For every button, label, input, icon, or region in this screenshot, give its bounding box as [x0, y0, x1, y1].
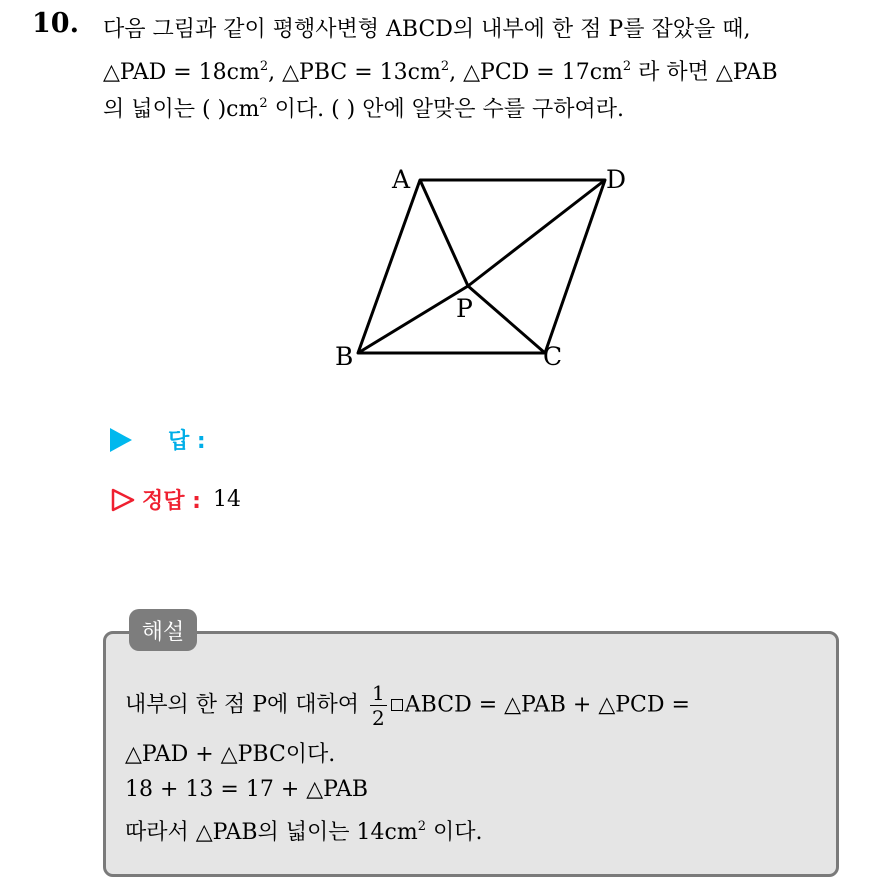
correct-answer-row: [110, 484, 241, 515]
solution-tab: 해설: [129, 609, 197, 651]
label-b: B: [335, 342, 354, 371]
segment-pd: [468, 180, 605, 286]
label-p: P: [456, 294, 473, 323]
solution-line-1: 내부의 한 점 P에 대하여 $\frac{1}{2}$ ABCD = △PAB + △PCD =: [125, 681, 690, 730]
fraction-one-half: $\frac{1}{2}$: [372, 681, 385, 730]
question-text-line-2: △PAD = $18cm^2$, △PBC = $13cm^2$, △PCD = $17cm^2$ 라 하면 △PAB: [103, 59, 778, 85]
segment-pb: [358, 286, 468, 353]
parallelogram-figure: [330, 160, 627, 379]
label-d: D: [606, 165, 627, 194]
label-c: C: [543, 342, 563, 371]
parallelogram-symbol-icon: [391, 699, 403, 711]
segment-pc: [468, 286, 545, 353]
question-number: 10.: [32, 8, 79, 39]
play-triangle-icon: [110, 428, 132, 452]
solution-line-2: △PAD + △PBC이다.: [125, 742, 336, 767]
question-text-line-1: 다음 그림과 같이 평행사변형 ABCD의 내부에 한 점 P를 잡았을 때,: [103, 17, 751, 42]
solution-line-4: 따라서 △PAB의 넓이는 $14cm^2$ 이다.: [125, 819, 483, 845]
correct-answer-label: 정답 :: [142, 489, 201, 514]
answer-label: 답 :: [168, 429, 206, 454]
outline-triangle-icon: [110, 487, 136, 513]
parallelogram-abcd: [358, 180, 605, 353]
correct-answer-value: 14: [212, 487, 241, 512]
solution-line-3: 18 + 13 = 17 + △PAB: [125, 777, 368, 802]
segment-pa: [420, 180, 468, 286]
label-a: A: [392, 165, 411, 194]
question-text-line-3: 의 넓이는 ( )$cm^2$ 이다. ( ) 안에 알맞은 수를 구하여라.: [103, 96, 625, 122]
answer-row: [110, 424, 206, 455]
